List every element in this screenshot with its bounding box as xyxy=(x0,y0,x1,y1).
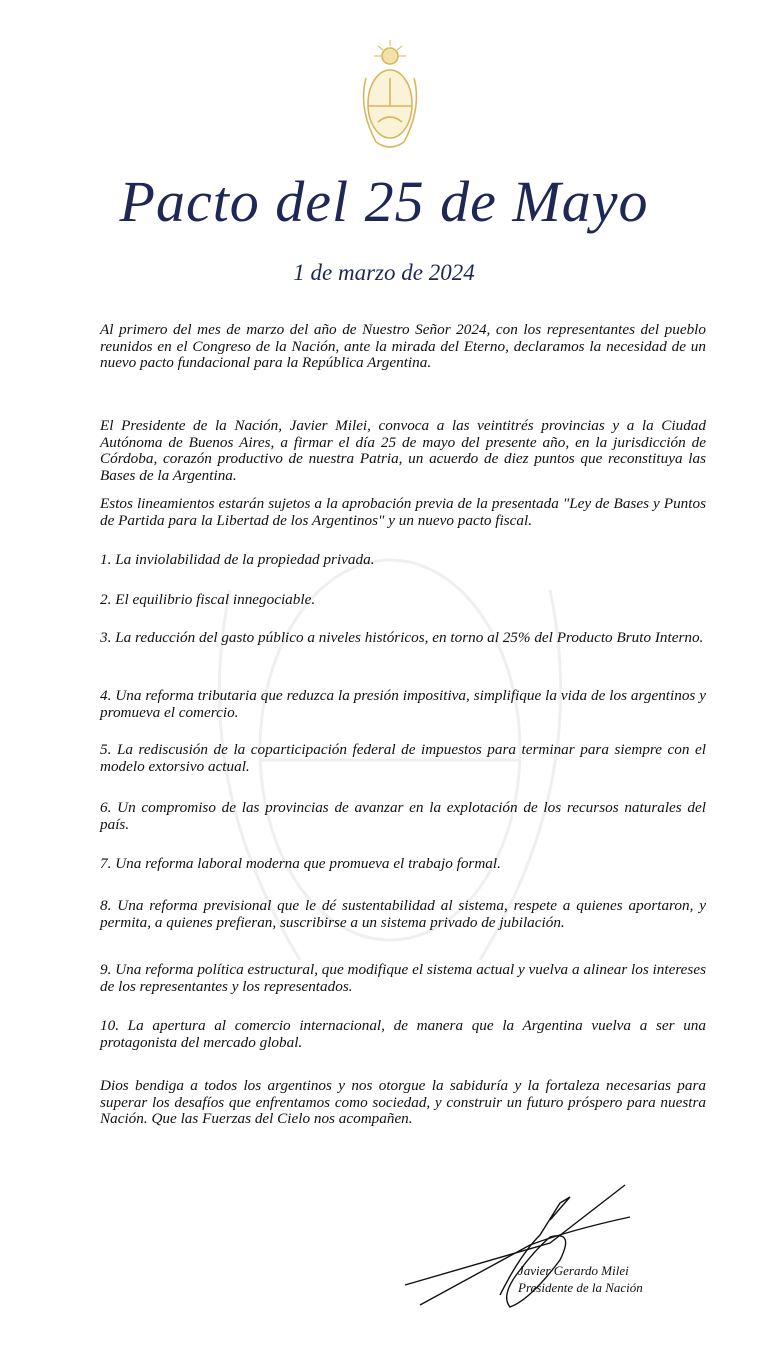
point-3: 3. La reducción del gasto público a niveles históricos, en torno al 25% del Producto Bruto Interno. xyxy=(100,629,704,646)
signer-role: Presidente de la Nación xyxy=(518,1280,643,1295)
signer-name: Javier Gerardo Milei xyxy=(518,1263,629,1278)
document-date: 1 de marzo de 2024 xyxy=(293,260,475,285)
point-4: 4. Una reforma tributaria que reduzca la presión impositiva, simplifique la vida de los argentinos y promueva el comercio. xyxy=(100,687,706,721)
intro-paragraph-1: Al primero del mes de marzo del año de Nuestro Señor 2024, con los representantes del pueblo reunidos en el Congreso de la Nación, ante la mirada del Eterno, declaramos la necesidad de un nuevo pacto fundacional para la República Argentina. xyxy=(100,321,706,371)
point-5: 5. La rediscusión de la coparticipación federal de impuestos para terminar para siempre con el modelo extorsivo actual. xyxy=(100,741,706,775)
coat-of-arms-icon xyxy=(356,38,424,158)
point-6: 6. Un compromiso de las provincias de avanzar en la explotación de los recursos naturales del país. xyxy=(100,799,706,833)
point-7: 7. Una reforma laboral moderna que promueva el trabajo formal. xyxy=(100,855,501,872)
point-10: 10. La apertura al comercio internacional, de manera que la Argentina vuelva a ser una protagonista del mercado global. xyxy=(100,1017,706,1051)
signature-block xyxy=(518,1262,643,1296)
point-9: 9. Una reforma política estructural, que modifique el sistema actual y vuelva a alinear los intereses de los representantes y los representados. xyxy=(100,961,706,995)
point-2: 2. El equilibrio fiscal innegociable. xyxy=(100,591,316,608)
point-8: 8. Una reforma previsional que le dé sustentabilidad al sistema, respete a quienes aportaron, y permita, a quienes prefieran, suscribirse a un sistema privado de jubilación. xyxy=(100,897,706,931)
point-1: 1. La inviolabilidad de la propiedad privada. xyxy=(100,551,375,568)
intro-paragraph-3: Estos lineamientos estarán sujetos a la aprobación previa de la presentada "Ley de Bases y Puntos de Partida para la Libertad de los Argentinos" y un nuevo pacto fiscal. xyxy=(100,495,706,529)
intro-paragraph-2: El Presidente de la Nación, Javier Milei, convoca a las veintitrés provincias y a la Ciudad Autónoma de Buenos Aires, a firmar el día 25 de mayo del presente año, en la jurisdicción de Córdoba, corazón productivo de nuestra Patria, un acuerdo de diez puntos que reconstituya las Bases de la Argentina. xyxy=(100,417,706,484)
document-title: Pacto del 25 de Mayo xyxy=(119,169,649,234)
closing-paragraph: Dios bendiga a todos los argentinos y nos otorgue la sabiduría y la fortaleza necesarias para superar los desafíos que enfrentamos como sociedad, y construir un futuro próspero para nuestra Nación. Que las Fuerzas del Cielo nos acompañen. xyxy=(100,1077,706,1127)
